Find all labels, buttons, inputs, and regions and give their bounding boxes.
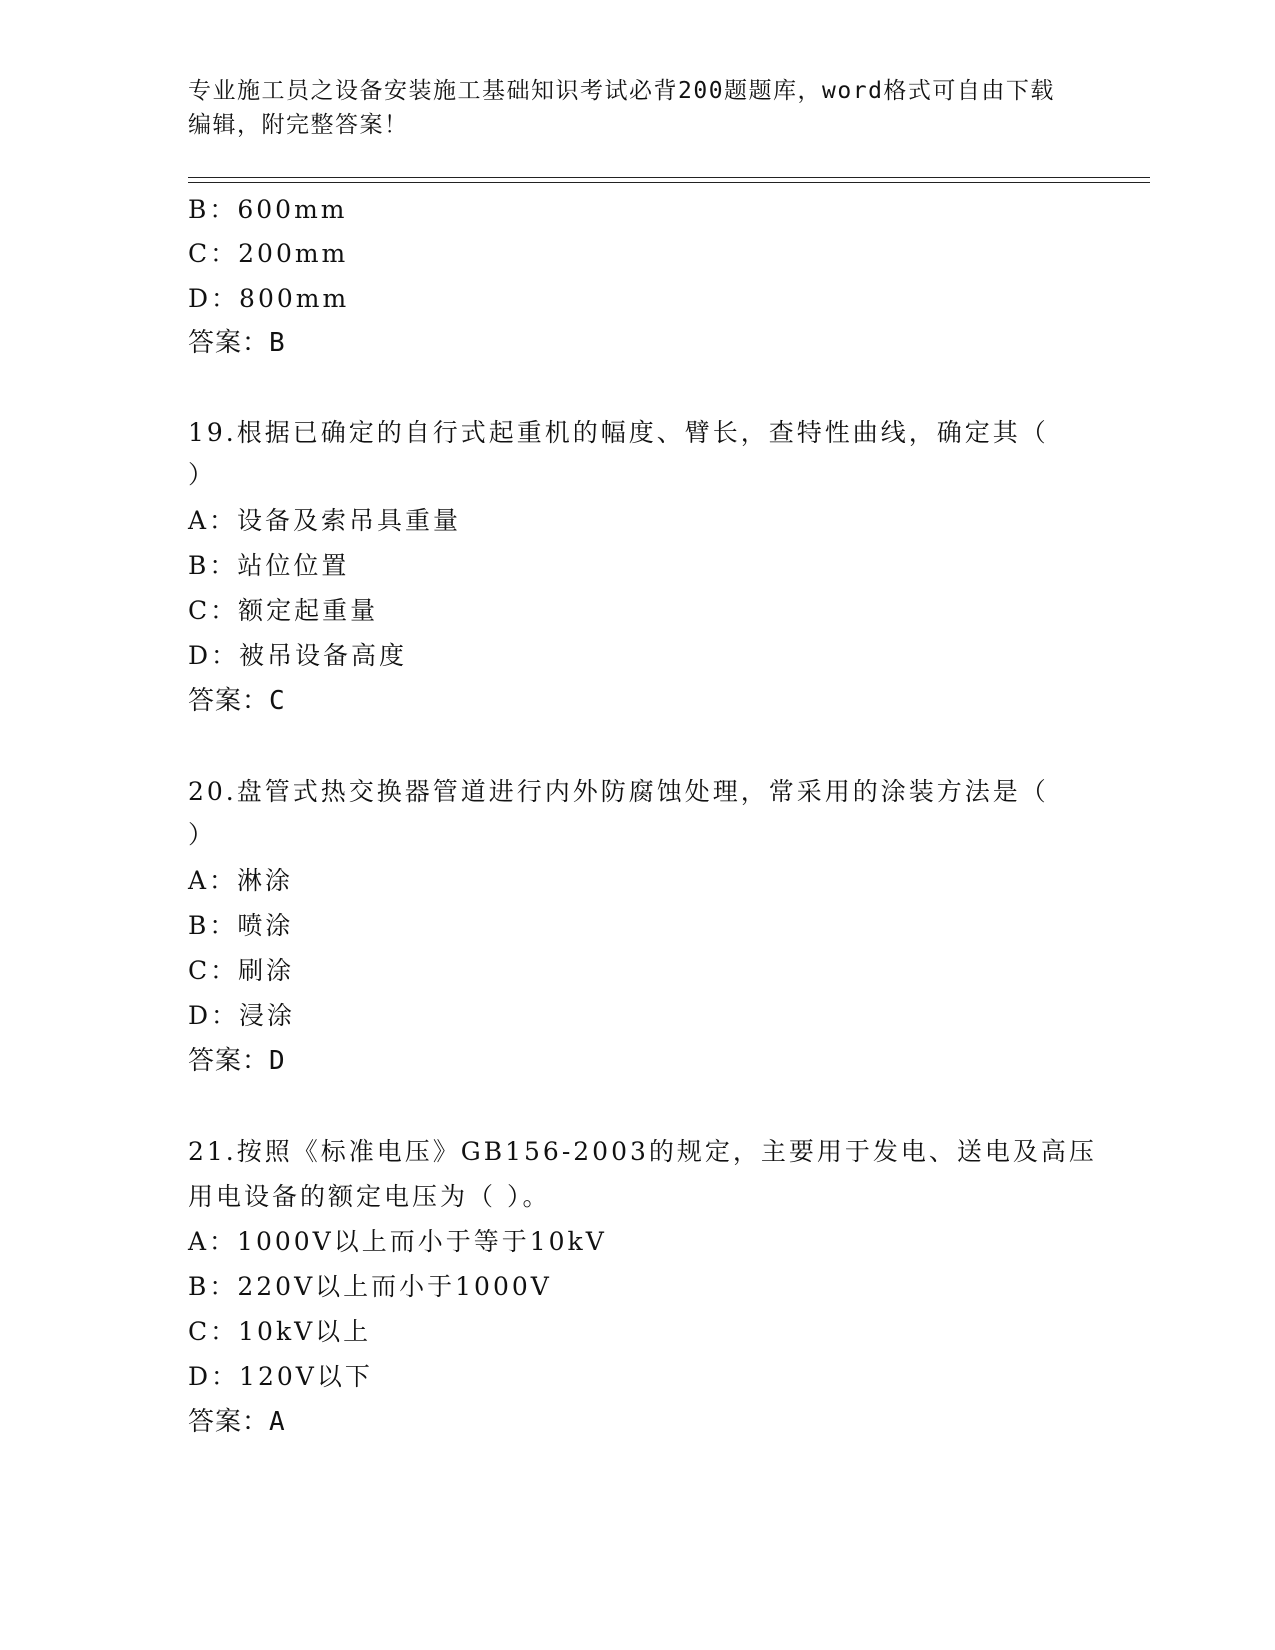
header-title-line-1: 专业施工员之设备安装施工基础知识考试必背200题题库，word格式可自由下载 xyxy=(188,78,1055,104)
q21-option-c: C：10kV以上 xyxy=(188,1317,372,1346)
q20-option-d: D：浸涂 xyxy=(188,1001,296,1030)
q19-option-c: C：额定起重量 xyxy=(188,596,379,625)
q21-stem-line-2: 用电设备的额定电压为（ ）。 xyxy=(188,1182,551,1211)
header-title-line-2: 编辑，附完整答案！ xyxy=(188,112,409,138)
q20-option-a: A：淋涂 xyxy=(188,866,294,895)
header-divider-top xyxy=(188,177,1150,178)
q19-option-d: D：被吊设备高度 xyxy=(188,641,408,670)
prev-answer: 答案：B xyxy=(188,328,286,358)
q19-answer: 答案：C xyxy=(188,686,286,716)
q20-option-b: B：喷涂 xyxy=(188,911,294,940)
page-header xyxy=(188,74,1088,142)
prev-option-b: B：600mm xyxy=(188,195,348,224)
q19-stem-line-2: ） xyxy=(188,460,217,489)
q21-option-a: A：1000V以上而小于等于10kV xyxy=(188,1227,607,1256)
q21-answer: 答案：A xyxy=(188,1407,286,1437)
q19-option-b: B：站位位置 xyxy=(188,551,350,580)
q21-stem-line-1: 21.按照《标准电压》GB156-2003的规定，主要用于发电、送电及高压 xyxy=(188,1137,1097,1166)
q19-option-a: A：设备及索吊具重量 xyxy=(188,506,462,535)
q21-option-b: B：220V以上而小于1000V xyxy=(188,1272,552,1301)
prev-option-d: D：800mm xyxy=(188,284,350,313)
q19-stem-line-1: 19.根据已确定的自行式起重机的幅度、臂长，查特性曲线，确定其（ xyxy=(188,418,1049,447)
q20-stem-line-1: 20.盘管式热交换器管道进行内外防腐蚀处理，常采用的涂装方法是（ xyxy=(188,777,1049,806)
q20-stem-line-2: ） xyxy=(188,820,217,849)
prev-option-c: C：200mm xyxy=(188,239,349,268)
q21-option-d: D：120V以下 xyxy=(188,1362,373,1391)
header-divider-bottom xyxy=(188,182,1150,183)
q20-option-c: C：刷涂 xyxy=(188,956,295,985)
q20-answer: 答案：D xyxy=(188,1046,286,1076)
